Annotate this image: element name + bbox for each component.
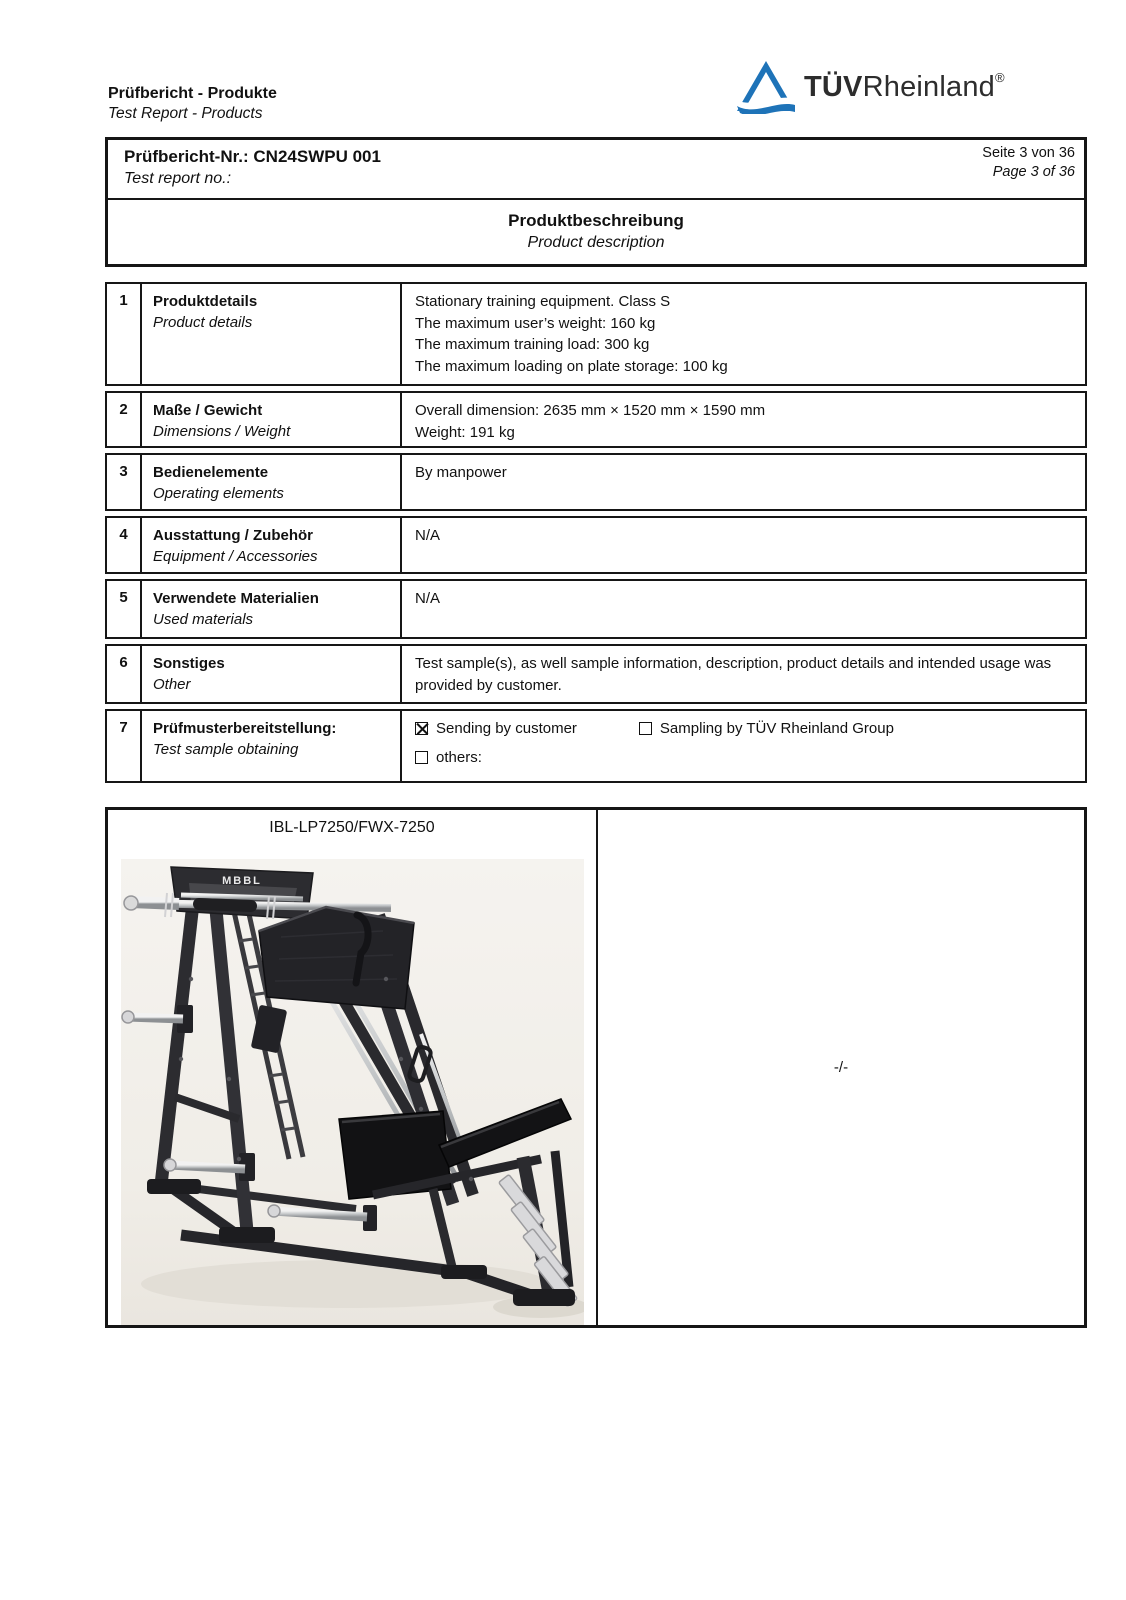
- table-row-dimensions-weight: [105, 391, 1087, 448]
- value-line: Weight: 191 kg: [415, 423, 515, 441]
- row-label-de: Maße / Gewicht: [153, 402, 263, 419]
- row-label-en: Product details: [153, 314, 253, 331]
- product-description-table: [105, 282, 1087, 788]
- row-label-en: Other: [153, 676, 191, 693]
- sample-photo-box: [105, 807, 1087, 1328]
- sample-model-caption: IBL-LP7250/FWX-7250: [269, 819, 435, 836]
- tuv-rheinland-logo: [737, 60, 1005, 114]
- checkbox-label: others:: [436, 748, 482, 766]
- row-label-de: Produktdetails: [153, 293, 258, 310]
- row-number: 7: [107, 711, 142, 781]
- row-label: [142, 711, 402, 781]
- row-number: 6: [107, 646, 142, 702]
- table-row-used-materials: [105, 579, 1087, 639]
- section-title-de: Produktbeschreibung: [508, 211, 684, 230]
- row-label-en: Operating elements: [153, 485, 284, 502]
- document-title-de: Prüfbericht - Produkte: [108, 85, 277, 102]
- table-row-equipment-accessories: [105, 516, 1087, 574]
- product-photo-leg-press: [121, 859, 584, 1325]
- section-title-en: Product description: [527, 234, 665, 251]
- section-title: [108, 200, 1084, 264]
- value-line: Stationary training equipment. Class S: [415, 293, 671, 310]
- row-label-de: Bedienelemente: [153, 464, 269, 481]
- row-label-en: Test sample obtaining: [153, 741, 299, 758]
- table-row-product-details: [105, 282, 1087, 386]
- value-line: N/A: [415, 590, 441, 607]
- sample-photo-cell: [108, 810, 598, 1325]
- row-label-en: Used materials: [153, 611, 254, 628]
- row-number: 4: [107, 518, 142, 572]
- document-title-en: Test Report - Products: [108, 105, 263, 122]
- row-label-de: Sonstiges: [153, 655, 225, 672]
- page-indicator-en: Page 3 of 36: [992, 164, 1075, 180]
- value-line: N/A: [415, 527, 441, 544]
- row-label-de: Prüfmusterbereitstellung:: [153, 720, 337, 737]
- report-number-de: Prüfbericht-Nr.: CN24SWPU 001: [124, 147, 381, 166]
- row-label-en: Equipment / Accessories: [153, 548, 318, 565]
- row-value: [402, 455, 1085, 509]
- checkbox-sampling-by-tuv[interactable]: [639, 722, 652, 735]
- document-header: [108, 84, 277, 124]
- value-line: Overall dimension: 2635 mm × 1520 mm × 1590 mm: [415, 402, 766, 419]
- row-value: [402, 518, 1085, 572]
- table-row-test-sample-obtaining: [105, 709, 1087, 783]
- row-number: 1: [107, 284, 142, 384]
- page-indicator: [982, 144, 1075, 182]
- row-label-en: Dimensions / Weight: [153, 423, 291, 440]
- row-value: [402, 284, 1085, 384]
- value-line: Test sample(s), as well sample information, description, product details and intended usage was provided by customer.: [415, 655, 1052, 694]
- row-label: [142, 455, 402, 509]
- sample-photo-placeholder: -/-: [833, 1059, 849, 1076]
- report-number-section: [108, 140, 1084, 200]
- photo-brand-label: MBBL: [222, 875, 262, 887]
- checkbox-sending-by-customer[interactable]: [415, 722, 428, 735]
- report-number-en: Test report no.:: [124, 170, 232, 187]
- row-label: [142, 284, 402, 384]
- row-value: [402, 711, 1085, 781]
- table-row-other: [105, 644, 1087, 704]
- page-indicator-de: Seite 3 von 36: [982, 145, 1075, 161]
- row-label-de: Verwendete Materialien: [153, 590, 319, 607]
- row-label: [142, 581, 402, 637]
- row-number: 5: [107, 581, 142, 637]
- checkbox-label: Sampling by TÜV Rheinland Group: [659, 720, 894, 737]
- row-number: 2: [107, 393, 142, 446]
- value-line: The maximum user’s weight: 160 kg: [415, 314, 656, 332]
- value-line: The maximum loading on plate storage: 100 kg: [415, 357, 728, 375]
- row-value: [402, 646, 1085, 702]
- row-label: [142, 518, 402, 572]
- tuv-triangle-icon: [737, 60, 795, 114]
- tuv-wordmark: [804, 70, 1005, 104]
- row-label: [142, 646, 402, 702]
- row-label: [142, 393, 402, 446]
- tuv-wordmark-regular: Rheinland: [862, 71, 996, 103]
- checkbox-label: Sending by customer: [436, 720, 577, 737]
- checkbox-others[interactable]: [415, 751, 428, 764]
- registered-mark: ®: [995, 70, 1005, 85]
- row-value: [402, 393, 1085, 446]
- row-value: [402, 581, 1085, 637]
- value-line: By manpower: [415, 464, 507, 481]
- table-row-operating-elements: [105, 453, 1087, 511]
- value-line: The maximum training load: 300 kg: [415, 336, 650, 353]
- report-header-box: [105, 137, 1087, 267]
- row-label-de: Ausstattung / Zubehör: [153, 527, 313, 544]
- tuv-wordmark-bold: TÜV: [804, 71, 863, 103]
- row-number: 3: [107, 455, 142, 509]
